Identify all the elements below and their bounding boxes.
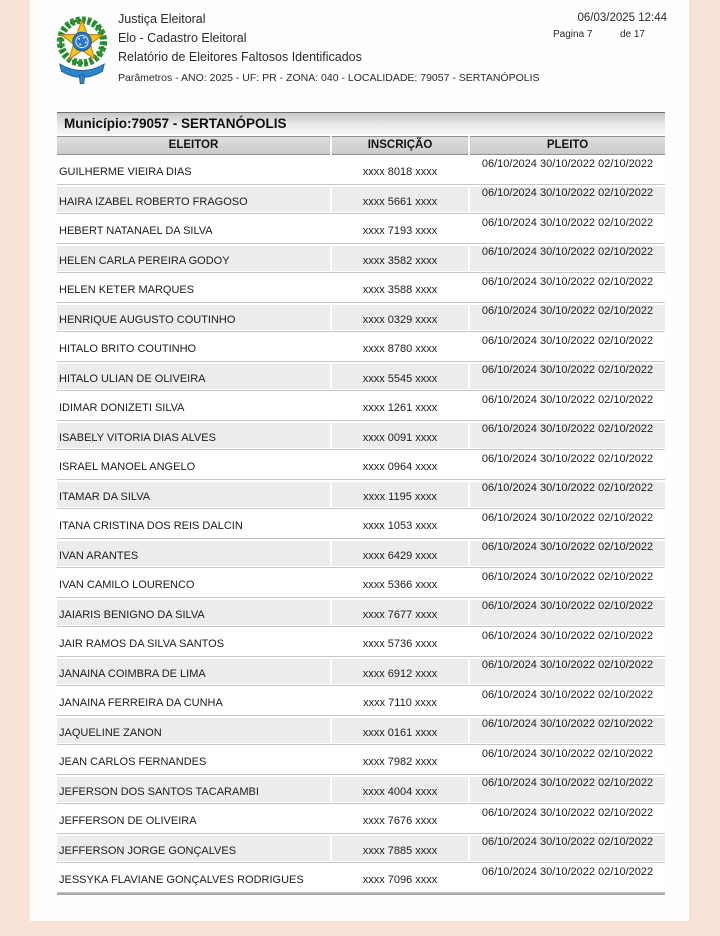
voter-name-cell: ITANA CRISTINA DOS REIS DALCIN <box>57 509 330 538</box>
voter-name-cell: HENRIQUE AUGUSTO COUTINHO <box>57 303 330 332</box>
voter-inscription-cell: xxxx 1195 xxxx <box>332 480 468 509</box>
voter-name-cell: JANAINA FERREIRA DA CUNHA <box>57 686 330 715</box>
voter-name-cell: JANAINA COIMBRA DE LIMA <box>57 657 330 686</box>
voter-inscription-cell: xxxx 0964 xxxx <box>332 450 468 479</box>
voter-name-cell: JEFERSON DOS SANTOS TACARAMBI <box>57 775 330 804</box>
page-total: de 17 <box>619 29 645 40</box>
voter-election-dates-cell: 06/10/2024 30/10/2022 02/10/2022 <box>470 627 665 656</box>
voter-inscription-cell: xxxx 7096 xxxx <box>332 863 468 892</box>
voter-inscription-cell: xxxx 7982 xxxx <box>332 745 468 774</box>
voter-inscription-cell: xxxx 8780 xxxx <box>332 332 468 361</box>
document-page <box>30 0 689 921</box>
voter-name-cell: HITALO ULIAN DE OLIVEIRA <box>57 362 330 391</box>
voter-inscription-cell: xxxx 8018 xxxx <box>332 155 468 184</box>
report-header <box>30 0 689 104</box>
voter-name-cell: HITALO BRITO COUTINHO <box>57 332 330 361</box>
voter-inscription-cell: xxxx 5366 xxxx <box>332 568 468 597</box>
voter-name-cell: JEAN CARLOS FERNANDES <box>57 745 330 774</box>
table-row <box>57 509 665 539</box>
table-row <box>57 716 665 746</box>
voter-inscription-cell: xxxx 7676 xxxx <box>332 804 468 833</box>
voter-inscription-cell: xxxx 3582 xxxx <box>332 244 468 273</box>
voter-name-cell: ISRAEL MANOEL ANGELO <box>57 450 330 479</box>
voter-election-dates-cell: 06/10/2024 30/10/2022 02/10/2022 <box>470 450 665 479</box>
table-row <box>57 804 665 834</box>
table-row <box>57 775 665 805</box>
voter-election-dates-cell: 06/10/2024 30/10/2022 02/10/2022 <box>470 362 665 391</box>
page-number: Pagina 7 <box>553 29 593 40</box>
org-title-block <box>118 10 540 84</box>
table-row <box>57 863 665 893</box>
column-header-pleito: PLEITO <box>470 136 665 155</box>
voter-election-dates-cell: 06/10/2024 30/10/2022 02/10/2022 <box>470 391 665 420</box>
voter-election-dates-cell: 06/10/2024 30/10/2022 02/10/2022 <box>470 185 665 214</box>
voter-inscription-cell: xxxx 5545 xxxx <box>332 362 468 391</box>
voter-inscription-cell: xxxx 1053 xxxx <box>332 509 468 538</box>
table-row <box>57 185 665 215</box>
org-line-2: Elo - Cadastro Eleitoral <box>118 31 247 45</box>
table-row <box>57 627 665 657</box>
column-header-inscricao: INSCRIÇÃO <box>332 136 468 155</box>
org-line-1: Justiça Eleitoral <box>118 12 206 26</box>
table-row <box>57 391 665 421</box>
voter-election-dates-cell: 06/10/2024 30/10/2022 02/10/2022 <box>470 775 665 804</box>
voter-election-dates-cell: 06/10/2024 30/10/2022 02/10/2022 <box>470 332 665 361</box>
voter-inscription-cell: xxxx 0329 xxxx <box>332 303 468 332</box>
voter-inscription-cell: xxxx 0161 xxxx <box>332 716 468 745</box>
table-row <box>57 539 665 569</box>
voter-name-cell: JAIR RAMOS DA SILVA SANTOS <box>57 627 330 656</box>
voter-inscription-cell: xxxx 6429 xxxx <box>332 539 468 568</box>
voter-name-cell: GUILHERME VIEIRA DIAS <box>57 155 330 184</box>
voter-election-dates-cell: 06/10/2024 30/10/2022 02/10/2022 <box>470 155 665 184</box>
brazil-coat-of-arms-icon <box>54 8 110 90</box>
voter-inscription-cell: xxxx 0091 xxxx <box>332 421 468 450</box>
table-row <box>57 598 665 628</box>
table-row <box>57 686 665 716</box>
voter-election-dates-cell: 06/10/2024 30/10/2022 02/10/2022 <box>470 214 665 243</box>
voter-table-body <box>57 155 665 893</box>
voter-election-dates-cell: 06/10/2024 30/10/2022 02/10/2022 <box>470 273 665 302</box>
voter-name-cell: IVAN ARANTES <box>57 539 330 568</box>
voter-election-dates-cell: 06/10/2024 30/10/2022 02/10/2022 <box>470 568 665 597</box>
municipality-bar: Município:79057 - SERTANÓPOLIS <box>57 112 665 134</box>
table-row <box>57 273 665 303</box>
voter-name-cell: HELEN KETER MARQUES <box>57 273 330 302</box>
voter-inscription-cell: xxxx 3588 xxxx <box>332 273 468 302</box>
voter-election-dates-cell: 06/10/2024 30/10/2022 02/10/2022 <box>470 745 665 774</box>
voter-election-dates-cell: 06/10/2024 30/10/2022 02/10/2022 <box>470 244 665 273</box>
voter-election-dates-cell: 06/10/2024 30/10/2022 02/10/2022 <box>470 657 665 686</box>
table-row <box>57 303 665 333</box>
report-title: Relatório de Eleitores Faltosos Identificados <box>118 50 362 64</box>
report-meta <box>547 12 667 40</box>
voter-election-dates-cell: 06/10/2024 30/10/2022 02/10/2022 <box>470 303 665 332</box>
voter-name-cell: JESSYKA FLAVIANE GONÇALVES RODRIGUES <box>57 863 330 892</box>
voter-name-cell: IDIMAR DONIZETI SILVA <box>57 391 330 420</box>
table-row <box>57 480 665 510</box>
voter-name-cell: HELEN CARLA PEREIRA GODOY <box>57 244 330 273</box>
voter-inscription-cell: xxxx 5661 xxxx <box>332 185 468 214</box>
voter-election-dates-cell: 06/10/2024 30/10/2022 02/10/2022 <box>470 716 665 745</box>
voter-name-cell: ITAMAR DA SILVA <box>57 480 330 509</box>
voter-name-cell: HEBERT NATANAEL DA SILVA <box>57 214 330 243</box>
voter-inscription-cell: xxxx 6912 xxxx <box>332 657 468 686</box>
table-header <box>57 136 665 155</box>
voter-election-dates-cell: 06/10/2024 30/10/2022 02/10/2022 <box>470 598 665 627</box>
voter-inscription-cell: xxxx 4004 xxxx <box>332 775 468 804</box>
table-row <box>57 568 665 598</box>
table-row <box>57 244 665 274</box>
voter-election-dates-cell: 06/10/2024 30/10/2022 02/10/2022 <box>470 539 665 568</box>
table-row <box>57 362 665 392</box>
table-row <box>57 332 665 362</box>
voter-inscription-cell: xxxx 7193 xxxx <box>332 214 468 243</box>
table-row <box>57 657 665 687</box>
table-row <box>57 421 665 451</box>
voter-election-dates-cell: 06/10/2024 30/10/2022 02/10/2022 <box>470 834 665 863</box>
voter-election-dates-cell: 06/10/2024 30/10/2022 02/10/2022 <box>470 863 665 892</box>
table-row <box>57 214 665 244</box>
voter-name-cell: JAQUELINE ZANON <box>57 716 330 745</box>
report-parameters: Parâmetros - ANO: 2025 - UF: PR - ZONA: 040 - LOCALIDADE: 79057 - SERTANÓPOLIS <box>118 72 540 84</box>
table-bottom-rule <box>57 893 665 895</box>
table-row <box>57 450 665 480</box>
table-row <box>57 834 665 864</box>
voter-inscription-cell: xxxx 5736 xxxx <box>332 627 468 656</box>
voter-inscription-cell: xxxx 7110 xxxx <box>332 686 468 715</box>
voter-election-dates-cell: 06/10/2024 30/10/2022 02/10/2022 <box>470 509 665 538</box>
voter-name-cell: JEFFERSON JORGE GONÇALVES <box>57 834 330 863</box>
voter-election-dates-cell: 06/10/2024 30/10/2022 02/10/2022 <box>470 480 665 509</box>
voter-name-cell: IVAN CAMILO LOURENCO <box>57 568 330 597</box>
voter-inscription-cell: xxxx 7885 xxxx <box>332 834 468 863</box>
voter-inscription-cell: xxxx 1261 xxxx <box>332 391 468 420</box>
table-row <box>57 155 665 185</box>
voter-name-cell: JAIARIS BENIGNO DA SILVA <box>57 598 330 627</box>
column-header-eleitor: ELEITOR <box>57 136 330 155</box>
voter-election-dates-cell: 06/10/2024 30/10/2022 02/10/2022 <box>470 421 665 450</box>
voter-name-cell: HAIRA IZABEL ROBERTO FRAGOSO <box>57 185 330 214</box>
report-datetime: 06/03/2025 12:44 <box>577 12 667 24</box>
voter-inscription-cell: xxxx 7677 xxxx <box>332 598 468 627</box>
voter-name-cell: JEFFERSON DE OLIVEIRA <box>57 804 330 833</box>
table-row <box>57 745 665 775</box>
voter-election-dates-cell: 06/10/2024 30/10/2022 02/10/2022 <box>470 686 665 715</box>
voter-name-cell: ISABELY VITORIA DIAS ALVES <box>57 421 330 450</box>
voter-election-dates-cell: 06/10/2024 30/10/2022 02/10/2022 <box>470 804 665 833</box>
